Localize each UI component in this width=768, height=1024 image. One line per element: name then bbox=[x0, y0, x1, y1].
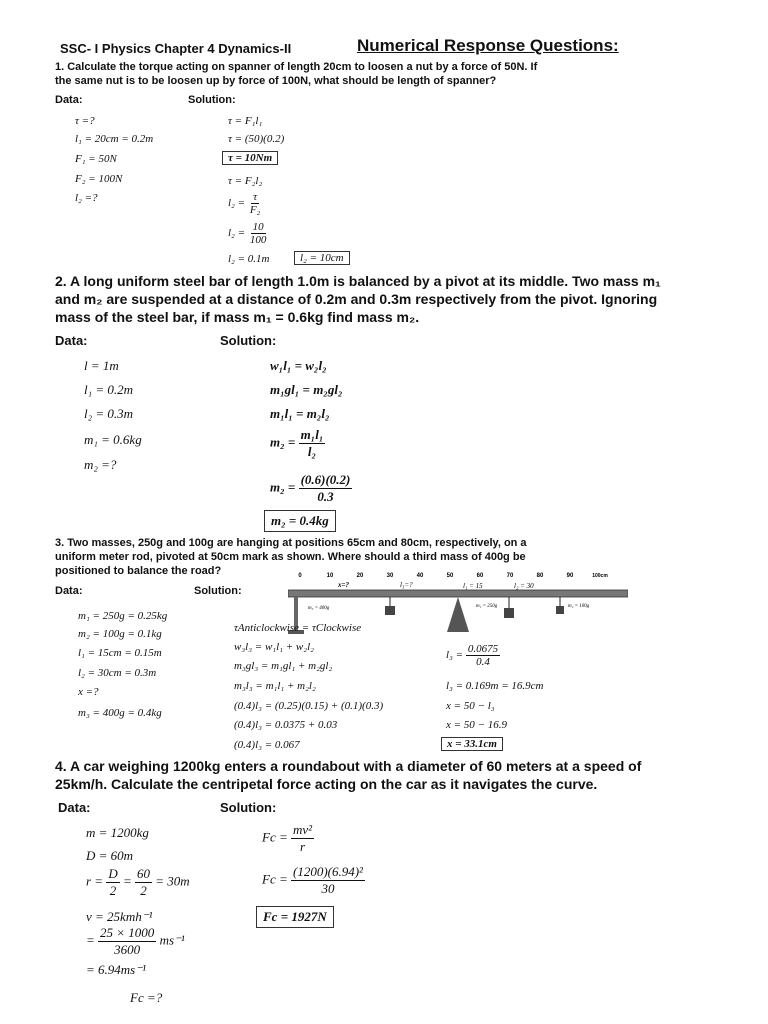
solution-fraction bbox=[228, 221, 268, 246]
m1-label: m₁ = 250g bbox=[476, 604, 498, 609]
question-4-text-line-2: 25km/h. Calculate the centripetal force acting on the car as it navigates the curve. bbox=[55, 776, 598, 792]
question-1-text-line-2: the same nut is to be loosen up by force of 100N, what should be length of spanner? bbox=[55, 75, 497, 87]
fraction-lhs: m₂ = bbox=[270, 434, 296, 450]
solution-step: (0.4)l₃ = 0.067 bbox=[234, 739, 300, 751]
mass-m1 bbox=[504, 608, 514, 618]
fraction-lhs: l₃ = bbox=[446, 649, 464, 662]
unit: ms⁻¹ bbox=[159, 932, 185, 948]
ruler-tick-label: 10 bbox=[326, 573, 334, 579]
solution-label: Solution: bbox=[188, 94, 236, 106]
solution-step: m₃gl₃ = m₁gl₁ + m₂gl₂ bbox=[234, 660, 333, 672]
question-2-text-line-2: and m₂ are suspended at a distance of 0.2m and 0.3m respectively from the pivot. Ignoring bbox=[55, 291, 658, 307]
data-fraction bbox=[86, 925, 185, 958]
data-item: m₂ =? bbox=[84, 457, 117, 472]
data-item: m = 1200kg bbox=[86, 825, 149, 840]
l1-label: l₁ = 15 bbox=[463, 582, 483, 590]
question-2-text-line-3: mass of the steel bar, if mass m₁ = 0.6kg find mass m₂. bbox=[55, 309, 420, 325]
solution-step: m₃l₃ = m₁l₁ + m₂l₂ bbox=[234, 680, 316, 692]
fraction-numerator: (1200)(6.94)² bbox=[292, 864, 363, 879]
question-3-text-line-2: uniform meter rod, pivoted at 50cm mark as shown. Where should a third mass of 400g be bbox=[55, 551, 526, 563]
data-item: D = 60m bbox=[86, 848, 134, 863]
ruler-tick-label: 50 bbox=[446, 573, 454, 579]
ruler-tick-label: 80 bbox=[536, 573, 544, 579]
ruler-tick-label: 100cm bbox=[592, 573, 608, 579]
data-label: Data: bbox=[55, 585, 83, 597]
fraction-numerator: (0.6)(0.2) bbox=[300, 472, 351, 487]
solution-result-box: x = 33.1cm bbox=[441, 737, 503, 751]
solution-step: m₁l₁ = m₂l₂ bbox=[270, 406, 330, 421]
fraction-lhs: Fc = bbox=[262, 871, 288, 887]
solution-label: Solution: bbox=[220, 800, 277, 815]
data-label: Data: bbox=[58, 800, 91, 815]
fraction-lhs: Fc = bbox=[262, 829, 288, 845]
data-item: m₃ = 400g = 0.4kg bbox=[78, 707, 162, 719]
data-item: F₁ = 50N bbox=[75, 153, 117, 165]
fraction-lhs: = bbox=[86, 932, 95, 948]
data-item: l₂ = 0.3m bbox=[84, 406, 134, 421]
fraction-denominator: 30 bbox=[321, 881, 335, 896]
solution-step: τ = F₂l₂ bbox=[228, 175, 263, 187]
solution-label: Solution: bbox=[220, 333, 277, 348]
data-label: Data: bbox=[55, 333, 88, 348]
data-item: x =? bbox=[78, 686, 99, 698]
data-item: τ =? bbox=[75, 115, 95, 127]
solution-step: (0.4)l₃ = (0.25)(0.15) + (0.1)(0.3) bbox=[234, 700, 384, 712]
solution-step: l₂ = 0.1m bbox=[228, 253, 270, 265]
fraction-lhs: l₂ = bbox=[228, 197, 246, 210]
question-1-text-line-1: 1. Calculate the torque acting on spanner of length 20cm to loosen a nut by a force of 50N. If bbox=[55, 61, 538, 73]
solution-step: l₃ = 0.169m = 16.9cm bbox=[446, 680, 544, 692]
solution-step: w₃l₃ = w₁l₁ + w₂l₂ bbox=[234, 641, 314, 653]
solution-step: τ = F₁l₁ bbox=[228, 115, 263, 127]
data-item: v = 25kmh⁻¹ bbox=[86, 909, 153, 924]
ruler-tick-label: 60 bbox=[476, 573, 484, 579]
mass-m3 bbox=[385, 606, 395, 615]
fraction-denominator: l₂ bbox=[307, 444, 317, 459]
fraction-numerator: m₁l₁ bbox=[300, 427, 324, 442]
page-subtitle: SSC- I Physics Chapter 4 Dynamics-II bbox=[60, 41, 292, 56]
l3-label: l₃=? bbox=[400, 581, 413, 589]
data-item: l₁ = 20cm = 0.2m bbox=[75, 133, 154, 145]
solution-step: x = 50 − 16.9 bbox=[446, 719, 507, 731]
meter-rod bbox=[288, 590, 628, 597]
data-item: l₂ = 30cm = 0.3m bbox=[78, 667, 157, 679]
fraction-denominator: 100 bbox=[249, 234, 267, 246]
ruler-tick-label: 0 bbox=[298, 573, 302, 579]
solution-step: τAnticlockwise = τClockwise bbox=[234, 622, 362, 634]
ruler-tick-label: 30 bbox=[386, 573, 394, 579]
fraction-denominator: F₂ bbox=[249, 204, 261, 216]
fraction-lhs: l₂ = bbox=[228, 227, 246, 240]
data-item: l = 1m bbox=[84, 358, 119, 373]
ruler-tick-label: 20 bbox=[356, 573, 364, 579]
fraction-numerator: 60 bbox=[137, 866, 151, 881]
solution-fraction bbox=[262, 864, 365, 897]
data-item: m₁ = 0.6kg bbox=[84, 432, 142, 447]
ruler-tick-label: 70 bbox=[506, 573, 514, 579]
solution-step: w₁l₁ = w₂l₂ bbox=[270, 358, 327, 373]
fraction-numerator: 25 × 1000 bbox=[100, 925, 155, 940]
x-label: x=? bbox=[338, 581, 349, 589]
l2-label: l₂ = 30 bbox=[514, 582, 534, 590]
data-fraction bbox=[86, 866, 190, 899]
solution-result-box: τ = 10Nm bbox=[222, 151, 278, 165]
fraction-denominator: 3600 bbox=[114, 942, 141, 957]
solution-result-box: m₂ = 0.4kg bbox=[264, 510, 336, 532]
fraction-denominator: r bbox=[299, 839, 306, 854]
solution-fraction bbox=[270, 427, 325, 460]
question-4-text-line-1: 4. A car weighing 1200kg enters a roundabout with a diameter of 60 meters at a speed of bbox=[55, 758, 642, 774]
solution-step: x = 50 − l₃ bbox=[446, 700, 495, 712]
fraction-numerator: 0.0675 bbox=[467, 643, 499, 655]
fraction-rhs: = 30m bbox=[155, 873, 190, 889]
solution-step: m₁gl₁ = m₂gl₂ bbox=[270, 382, 343, 397]
fraction-lhs: m₂ = bbox=[270, 479, 296, 495]
ruler-tick-labels bbox=[298, 573, 608, 579]
solution-fraction bbox=[228, 191, 262, 216]
data-item: l₁ = 0.2m bbox=[84, 382, 134, 397]
solution-fraction bbox=[270, 472, 352, 505]
solution-step: τ = (50)(0.2) bbox=[228, 133, 285, 145]
data-item: m₁ = 250g = 0.25kg bbox=[78, 610, 168, 622]
solution-fraction bbox=[262, 822, 314, 855]
solution-step: (0.4)l₃ = 0.0375 + 0.03 bbox=[234, 719, 338, 731]
fraction-denominator: 0.3 bbox=[317, 489, 334, 504]
question-2-text-line-1: 2. A long uniform steel bar of length 1.0m is balanced by a pivot at its middle. Two mass m₁ bbox=[55, 273, 661, 289]
fraction-lhs: r = bbox=[86, 873, 104, 889]
fraction-numerator: mv² bbox=[292, 822, 313, 837]
fraction-denominator: 0.4 bbox=[476, 656, 490, 668]
page-title: Numerical Response Questions: bbox=[357, 36, 619, 55]
data-item: = 6.94ms⁻¹ bbox=[86, 962, 146, 977]
mass-m2 bbox=[556, 606, 564, 614]
data-item: m₂ = 100g = 0.1kg bbox=[78, 628, 162, 640]
solution-result-box: Fc = 1927N bbox=[256, 906, 334, 928]
fraction-numerator: τ bbox=[253, 191, 258, 203]
question-3-text-line-3: positioned to balance the road? bbox=[55, 565, 222, 577]
pivot bbox=[447, 597, 469, 632]
fraction-denominator: 2 bbox=[140, 883, 147, 898]
equals-sign: = bbox=[122, 873, 132, 889]
data-item: Fc =? bbox=[130, 990, 163, 1005]
solution-fraction bbox=[446, 643, 500, 668]
data-item: l₂ =? bbox=[75, 192, 98, 204]
solution-result-box: l₂ = 10cm bbox=[294, 251, 350, 265]
fraction-numerator: 10 bbox=[252, 221, 264, 233]
question-3-text-line-1: 3. Two masses, 250g and 100g are hanging at positions 65cm and 80cm, respectively, on a bbox=[55, 537, 527, 549]
ruler-tick-label: 90 bbox=[566, 573, 574, 579]
solution-label: Solution: bbox=[194, 585, 242, 597]
data-label: Data: bbox=[55, 94, 83, 106]
fraction-denominator: 2 bbox=[109, 883, 117, 898]
ruler-tick-label: 40 bbox=[416, 573, 424, 579]
m3-label: m₃ = 400g bbox=[308, 606, 330, 611]
fraction-numerator: D bbox=[108, 866, 118, 881]
m2-label: m₂ = 100g bbox=[568, 604, 590, 609]
data-item: l₁ = 15cm = 0.15m bbox=[78, 647, 162, 659]
data-item: F₂ = 100N bbox=[75, 173, 123, 185]
